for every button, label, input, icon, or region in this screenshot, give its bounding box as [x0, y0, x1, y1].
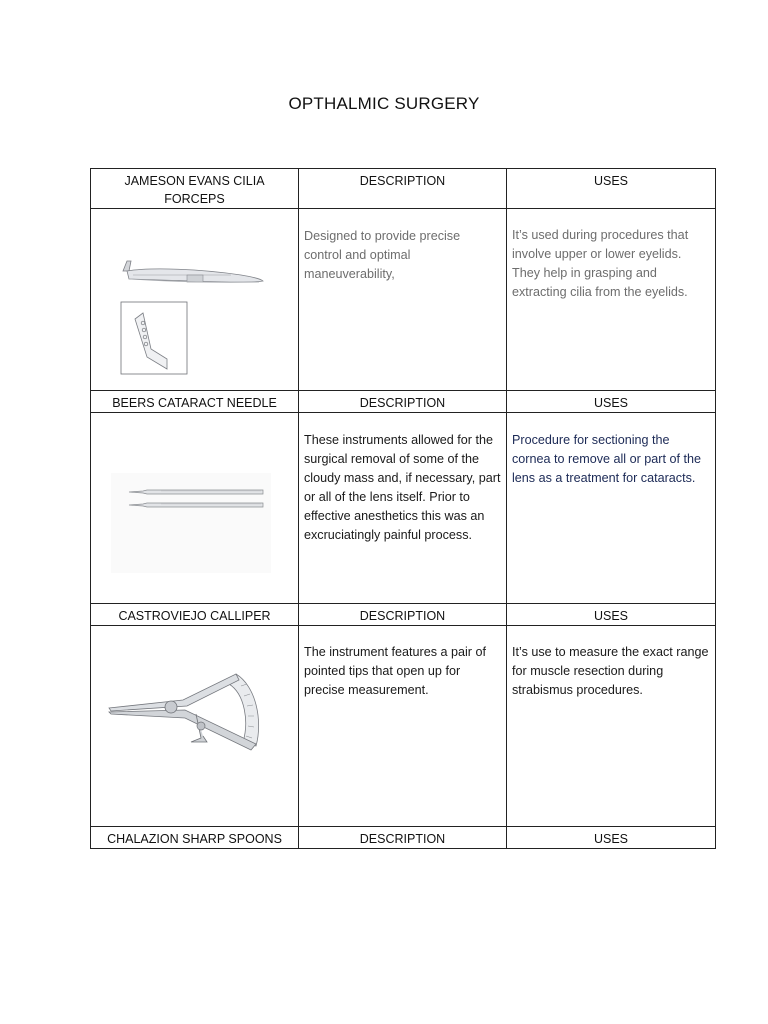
description-header: DESCRIPTION — [299, 169, 507, 209]
section-content-row — [91, 413, 716, 604]
description-text: Designed to provide precise control and optimal maneuverability, — [304, 229, 461, 281]
document-title: OPTHALMIC SURGERY — [288, 94, 480, 113]
section-content-row — [91, 209, 716, 391]
description-text: The instrument features a pair of pointed tips that open up for precise measurement. — [304, 645, 487, 697]
description-header: DESCRIPTION — [299, 391, 507, 413]
calliper-image — [91, 626, 297, 825]
instrument-image-cell — [91, 413, 299, 604]
uses-text: It’s used during procedures that involve upper or lower eyelids. They help in grasping and extracting cilia from the eyelids. — [512, 228, 689, 299]
description-cell — [299, 413, 507, 604]
section-header-row — [91, 604, 716, 626]
instrument-image-cell — [91, 626, 299, 827]
description-header: DESCRIPTION — [299, 827, 507, 849]
instrument-name-header: CHALAZION SHARP SPOONS — [91, 827, 299, 849]
section-header-row — [91, 391, 716, 413]
uses-cell — [507, 209, 716, 391]
section-header-row — [91, 827, 716, 849]
instrument-image-cell — [91, 209, 299, 391]
uses-text: Procedure for sectioning the cornea to remove all or part of the lens as a treatment for cataracts. — [512, 433, 702, 485]
instrument-name-header: CASTROVIEJO CALLIPER — [91, 604, 299, 626]
needle-image — [91, 413, 297, 602]
instrument-table — [90, 168, 716, 849]
uses-header: USES — [507, 169, 716, 209]
instrument-name-header: JAMESON EVANS CILIA FORCEPS — [91, 169, 299, 209]
uses-cell — [507, 626, 716, 827]
forceps-image — [91, 209, 297, 389]
uses-header: USES — [507, 604, 716, 626]
section-header-row — [91, 169, 716, 209]
uses-cell — [507, 413, 716, 604]
uses-header: USES — [507, 391, 716, 413]
uses-text: It’s use to measure the exact range for muscle resection during strabismus procedures. — [512, 645, 709, 697]
description-cell — [299, 209, 507, 391]
uses-header: USES — [507, 827, 716, 849]
instrument-name-header: BEERS CATARACT NEEDLE — [91, 391, 299, 413]
section-content-row — [91, 626, 716, 827]
description-cell — [299, 626, 507, 827]
description-header: DESCRIPTION — [299, 604, 507, 626]
description-text: These instruments allowed for the surgical removal of some of the cloudy mass and, if necessary, part or all of the lens itself. Prior to effective anesthetics this was an excruciatingly painful process. — [304, 433, 501, 542]
